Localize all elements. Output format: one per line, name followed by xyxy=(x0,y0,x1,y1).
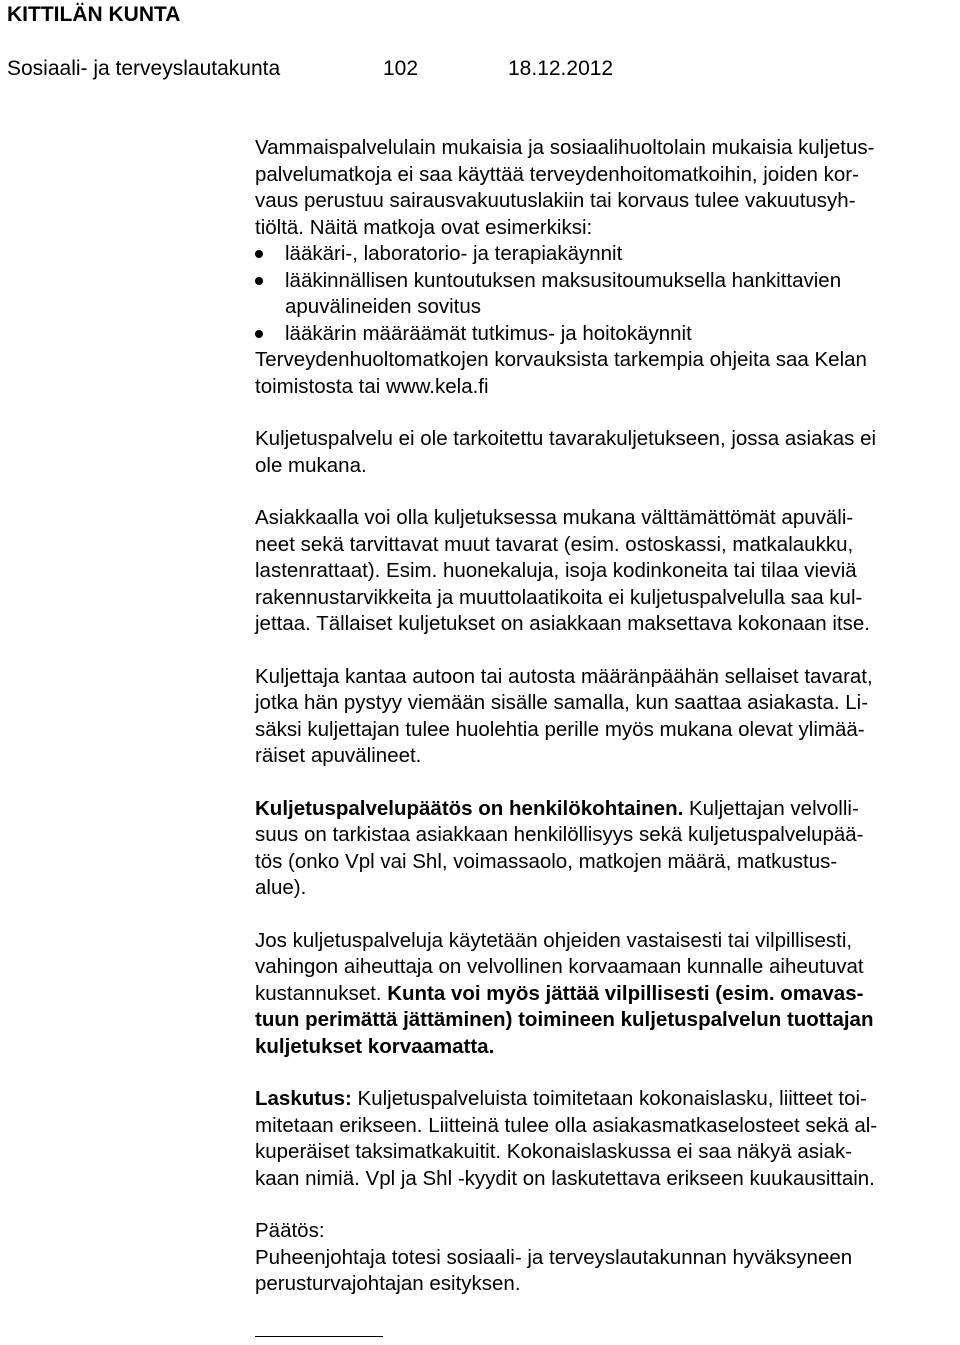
bullet-text-continuation: apuvälineiden sovitus xyxy=(285,295,482,318)
text-line xyxy=(255,1007,960,1034)
bullet-item xyxy=(255,321,960,348)
bold-text: Laskutus: xyxy=(255,1087,352,1110)
text-line: perusturvajohtajan esityksen. xyxy=(255,1272,521,1295)
text-line: ole mukana. xyxy=(255,453,367,477)
document-body xyxy=(255,135,960,1298)
text-line: jettaa. Tällaiset kuljetukset on asiakkaan maksettava kokonaan itse. xyxy=(255,612,870,635)
text-line: Terveydenhuoltomatkojen korvauksista tarkempia ohjeita saa Kelan xyxy=(255,348,867,371)
text-span: Kuljetuspalveluista toimitetaan kokonaislasku, liitteet toi- xyxy=(351,1087,867,1110)
text-line: Jos kuljetuspalveluja käytetään ohjeiden vastaisesti tai vilpillisesti, xyxy=(255,928,853,952)
text-line: Puheenjohtaja totesi sosiaali- ja terveyslautakunnan hyväksyneen xyxy=(255,1245,853,1269)
text-line xyxy=(255,1086,960,1113)
meeting-date: 18.12.2012 xyxy=(508,57,614,80)
bullet-icon xyxy=(255,277,263,285)
text-line: tös (onko Vpl vai Shl, voimassaolo, matkojen määrä, matkustus- xyxy=(255,849,838,873)
text-line: toimistosta tai www.kela.fi xyxy=(255,374,489,398)
paragraph-aids-and-goods xyxy=(255,505,960,638)
committee-name: Sosiaali- ja terveyslautakunta xyxy=(7,57,281,80)
bullet-text: lääkinnällisen kuntoutuksen maksusitoumuksella hankittavien xyxy=(285,268,842,292)
text-line: jotka hän pystyy viemään sisälle samalla, kun saattaa asiakasta. Li- xyxy=(255,691,869,714)
bold-text: kuljetukset korvaamatta. xyxy=(255,1034,495,1058)
bold-text: Kuljetuspalvelupäätös on henkilökohtainen. xyxy=(255,796,684,820)
text-line: rakennustarvikkeita ja muuttolaatikoita ei kuljetuspalvelulla saa kul- xyxy=(255,585,863,609)
paragraph-misuse xyxy=(255,928,960,1061)
text-line: Vammaispalvelulain mukaisia ja sosiaalihuoltolain mukaisia kuljetus- xyxy=(255,136,875,159)
page-number: 102 xyxy=(383,57,419,80)
text-line: vahingon aiheuttaja on velvollinen korvaamaan kunnalle aiheutuvat xyxy=(255,955,864,978)
bullet-icon xyxy=(255,330,263,338)
bullet-icon xyxy=(255,250,263,258)
bullet-item xyxy=(255,268,960,295)
bullet-text: lääkäri-, laboratorio- ja terapiakäynnit xyxy=(285,242,623,265)
text-line: vaus perustuu sairausvakuutuslakiin tai korvaus tulee vakuutusyh- xyxy=(255,189,856,212)
bullet-text: lääkärin määräämät tutkimus- ja hoitokäynnit xyxy=(285,321,692,345)
text-line: Asiakkaalla voi olla kuljetuksessa mukana välttämättömät apuväli- xyxy=(255,506,854,529)
bold-text: tuun perimättä jättäminen) toimineen kuljetuspalvelun tuottajan xyxy=(255,1008,874,1031)
decision-heading: Päätös: xyxy=(255,1219,325,1242)
text-line: palvelumatkoja ei saa käyttää terveydenhoitomatkoihin, joiden kor- xyxy=(255,162,859,186)
text-line: suus on tarkistaa asiakkaan henkilöllisyys sekä kuljetuspalvelupää- xyxy=(255,823,864,846)
text-line: kuperäiset taksimatkakuitit. Kokonaislaskussa ei saa näkyä asiak- xyxy=(255,1140,853,1163)
paragraph-invoicing xyxy=(255,1086,960,1192)
text-line: tiöltä. Näitä matkoja ovat esimerkiksi: xyxy=(255,215,593,239)
text-span: Kuljettajan velvolli- xyxy=(683,796,859,820)
bold-text: Kunta voi myös jättää vilpillisesti (esim. omavas- xyxy=(387,981,864,1005)
text-line: mitetaan erikseen. Liitteinä tulee olla asiakasmatkaselosteet sekä al- xyxy=(255,1113,878,1137)
text-line xyxy=(255,1034,960,1061)
text-line: alue). xyxy=(255,876,307,899)
text-line: lastenrattaat). Esim. huonekaluja, isoja kodinkoneita tai tilaa vieviä xyxy=(255,559,857,582)
paragraph-personal-decision xyxy=(255,796,960,902)
paragraph-transport-restrictions xyxy=(255,135,960,400)
signature-line xyxy=(255,1336,383,1337)
organization-name: KITTILÄN KUNTA xyxy=(7,3,181,26)
text-line: kaan nimiä. Vpl ja Shl -kyydit on laskutettava erikseen kuukausittain. xyxy=(255,1166,875,1190)
paragraph-goods-transport xyxy=(255,426,960,479)
text-line: Kuljetuspalvelu ei ole tarkoitettu tavarakuljetukseen, jossa asiakas ei xyxy=(255,427,877,450)
text-line xyxy=(255,981,960,1008)
text-line: räiset apuvälineet. xyxy=(255,744,422,767)
text-line: Kuljettaja kantaa autoon tai autosta määränpäähän sellaiset tavarat, xyxy=(255,664,873,688)
bullet-item xyxy=(255,241,960,268)
decision-section xyxy=(255,1218,960,1298)
text-line xyxy=(255,796,960,823)
paragraph-driver-duties xyxy=(255,664,960,770)
text-line: säksi kuljettajan tulee huolehtia perille myös mukana olevat ylimää- xyxy=(255,717,865,741)
text-line: neet sekä tarvittavat muut tavarat (esim. ostoskassi, matkalaukku, xyxy=(255,532,854,556)
text-span: kustannukset. xyxy=(255,981,388,1005)
